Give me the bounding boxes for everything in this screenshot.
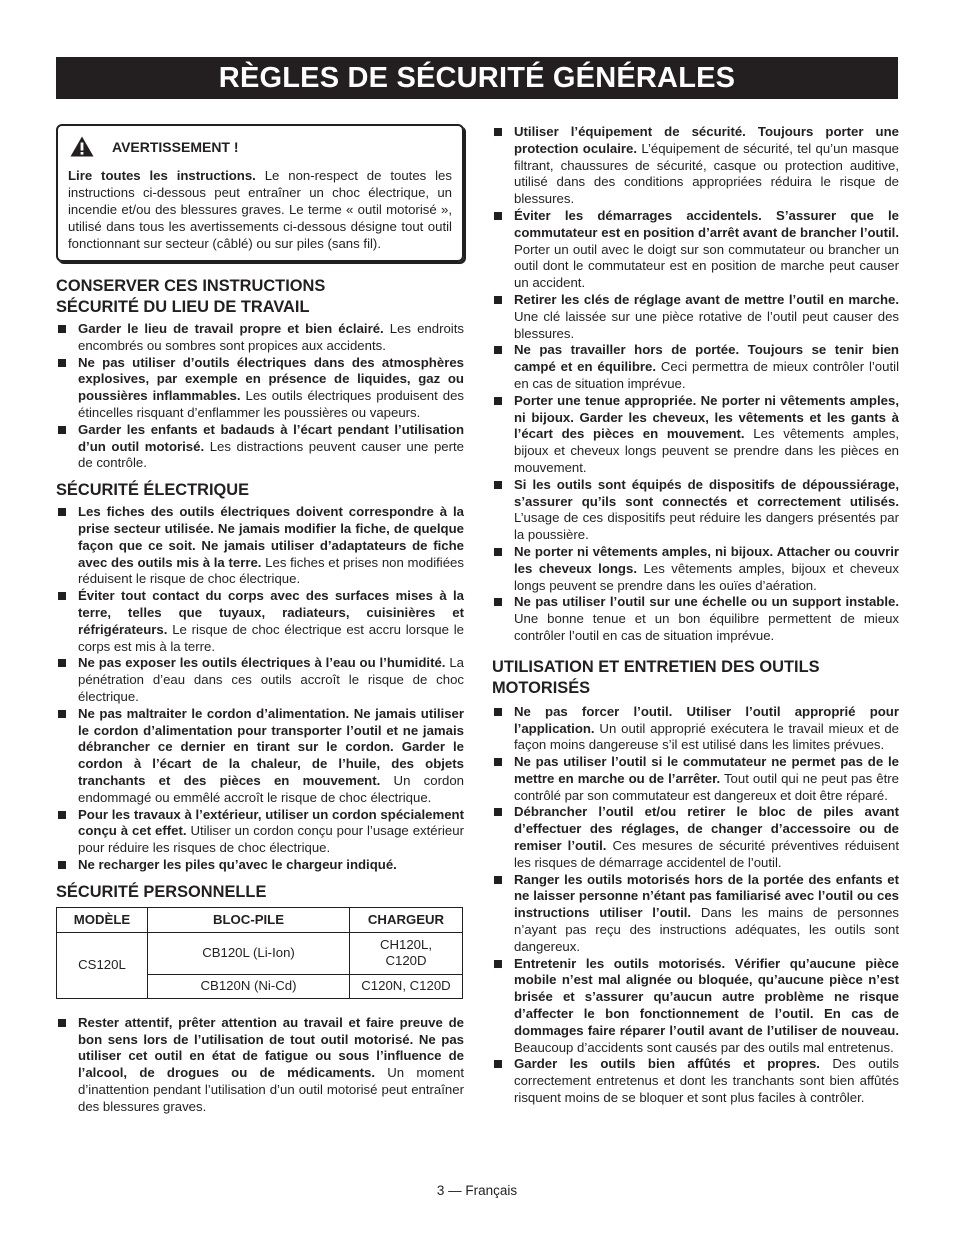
item-lead: Ranger les outils motorisés hors de la portée des enfants et ne laisser personne n’étant pas familiarisé avec l’outil ou ces instructions utiliser l’outil. xyxy=(514,871,899,921)
list-item xyxy=(56,422,464,472)
list-item xyxy=(492,872,899,956)
item-lead: Rester attentif, prêter attention au travail et faire preuve de bon sens lors de l’utilisation de tout outil motorisé. Ne pas utiliser cet outil en état de fatigue ou sous l’influence de l’alcool, de drogues ou de médicaments. xyxy=(78,1014,464,1081)
item-text: Les distractions peuvent causer une perte de contrôle. xyxy=(78,438,464,471)
bullet-square-icon xyxy=(494,708,502,716)
list-item xyxy=(492,544,899,594)
table-row xyxy=(57,932,463,974)
item-lead: Utiliser l’équipement de sécurité. Toujours porter une protection oculaire. xyxy=(514,124,899,156)
page-title-bar xyxy=(56,57,898,99)
bullet-square-icon xyxy=(58,426,66,434)
list-item xyxy=(492,477,899,544)
item-lead: Débrancher l’outil et/ou retirer le bloc de piles avant d’effectuer des réglages, de changer d’accessoire ou de remiser l’outil. xyxy=(514,804,899,854)
item-text: L’usage de ces dispositifs peut réduire les dangers présentés par la poussière. xyxy=(514,510,899,543)
item-lead: Éviter tout contact du corps avec des surfaces mises à la terre, telles que tuyaux, radiateurs, cuisinières et réfrigérateurs. xyxy=(78,588,464,637)
item-lead: Retirer les clés de réglage avant de mettre l’outil en marche. xyxy=(514,291,899,307)
list-item xyxy=(492,754,899,804)
bullet-square-icon xyxy=(58,1019,66,1027)
item-text: Les vêtements amples, bijoux et cheveux longs peuvent se prendre dans les pièces en mouvement. xyxy=(514,426,899,475)
item-lead: Ne pas travailler hors de portée. Toujours se tenir bien campé et en équilibre. xyxy=(514,342,899,375)
item-lead: Ne pas exposer les outils électriques à l’eau ou l’humidité. xyxy=(78,655,446,671)
item-text: Utiliser un cordon conçu pour l’usage extérieur pour réduire les risques de choc électrique. xyxy=(78,823,464,856)
bullet-square-icon xyxy=(494,598,502,606)
page-footer: 3 — Français xyxy=(436,1183,518,1198)
table-header-cell: MODÈLE xyxy=(57,907,148,932)
personnelle-list xyxy=(56,1015,464,1116)
bullet-square-icon xyxy=(58,508,66,516)
bullet-square-icon xyxy=(494,481,502,489)
left-column xyxy=(56,124,464,1123)
list-item xyxy=(56,321,464,355)
item-lead: Ne porter ni vêtements amples, ni bijoux. Attacher ou couvrir les cheveux longs. xyxy=(514,543,899,576)
table-header-cell: BLOC-PILE xyxy=(148,907,350,932)
bullet-square-icon xyxy=(494,808,502,816)
list-item xyxy=(492,804,899,871)
list-item xyxy=(56,588,464,655)
list-item xyxy=(492,342,899,392)
item-text: Beaucoup d’accidents sont causés par des outils mal entretenus. xyxy=(514,1039,894,1055)
bullet-square-icon xyxy=(494,758,502,766)
bullet-square-icon xyxy=(58,325,66,333)
warning-lead: Lire toutes les instructions. xyxy=(68,168,256,183)
list-item xyxy=(56,655,464,705)
table-cell-charger: CH120L, C120D xyxy=(350,932,463,974)
table-cell-pack: CB120N (Ni-Cd) xyxy=(148,974,350,998)
warning-box xyxy=(56,124,464,262)
item-lead: Si les outils sont équipés de dispositifs de dépoussiérage, s’assurer qu’ils sont connectés et correctement utilisés. xyxy=(514,476,899,509)
table-header-cell: CHARGEUR xyxy=(350,907,463,932)
bullet-square-icon xyxy=(58,861,66,869)
item-text: Un outil approprié exécutera le travail mieux et de façon moins dangereuse s’il est utilisé dans les limites prévues. xyxy=(514,720,899,753)
utilisation-list xyxy=(492,704,899,1107)
bullet-square-icon xyxy=(494,960,502,968)
list-item xyxy=(492,292,899,342)
item-lead: Porter une tenue appropriée. Ne porter ni vêtements amples, ni bijoux. Garder les cheveux, les vêtements et les gants à l’écart des pièces en mouvement. xyxy=(514,392,899,442)
heading-electrique: SÉCURITÉ ÉLECTRIQUE xyxy=(56,481,250,500)
table-cell-charger: C120N, C120D xyxy=(350,974,463,998)
item-lead: Les fiches des outils électriques doivent correspondre à la prise secteur utilisée. Ne jamais modifier la fiche, de quelque façon que ce soit. Ne jamais utiliser d’adaptateurs de fiche avec des outils mis à la terre. xyxy=(78,504,464,570)
bullet-square-icon xyxy=(494,296,502,304)
item-text: Dans les mains de personnes n’ayant pas reçu des instructions adéquates, les outils sont dangereux. xyxy=(514,905,899,954)
bullet-square-icon xyxy=(494,128,502,136)
heading-personnelle: SÉCURITÉ PERSONNELLE xyxy=(56,882,267,901)
section-lieu xyxy=(56,276,464,472)
list-item xyxy=(492,124,899,208)
section-personnelle xyxy=(56,882,464,1116)
item-text: Les vêtements amples, bijoux et cheveux longs peuvent se prendre dans les ouïes d’aération. xyxy=(514,560,899,593)
section-electrique xyxy=(56,480,464,874)
list-item xyxy=(492,1056,899,1106)
bullet-square-icon xyxy=(494,397,502,405)
personnelle-list-continued xyxy=(492,124,899,645)
item-lead: Ne pas utiliser d’outils électriques dans des atmosphères explosives, par exemple en présence de liquides, gaz ou poussières inflammables. xyxy=(78,354,464,404)
warning-title: AVERTISSEMENT ! xyxy=(112,138,239,155)
item-lead: Ne pas utiliser l’outil sur une échelle ou un support instable. xyxy=(514,594,899,610)
page-title: RÈGLES DE SÉCURITÉ GÉNÉRALES xyxy=(218,61,736,94)
bullet-square-icon xyxy=(58,659,66,667)
item-text: Une clé laissée sur une pièce rotative de l’outil peut causer des blessures. xyxy=(514,308,899,341)
heading-conserver: CONSERVER CES INSTRUCTIONS xyxy=(56,277,326,295)
bullet-square-icon xyxy=(58,811,66,819)
list-item xyxy=(56,706,464,807)
item-text: Le risque de choc électrique est accru lorsque le corps est mis à la terre. xyxy=(78,621,464,654)
list-item xyxy=(492,393,899,477)
item-lead: Entretenir les outils motorisés. Vérifier qu’aucune pièce mobile n’est mal alignée ou bloquée, qu’aucune pièce n’est brisée et s’assurer qu’aucun autre problème ne risque d’affecter le bon fonctionnement de l’outil. En cas de dommages faire réparer l’outil avant de l’utiliser de nouveau. xyxy=(514,955,899,1038)
heading-lieu-travail: SÉCURITÉ DU LIEU DE TRAVAIL xyxy=(56,298,310,316)
bullet-square-icon xyxy=(58,592,66,600)
item-lead: Ne pas utiliser l’outil si le commutateur ne permet pas de le mettre en marche ou de l’arrêter. xyxy=(514,754,899,786)
bullet-square-icon xyxy=(494,346,502,354)
battery-table xyxy=(56,907,463,999)
warning-triangle-icon xyxy=(70,136,94,157)
list-item xyxy=(56,355,464,422)
item-text: Ceci permettra de mieux contrôler l’outil en cas de situation imprévue. xyxy=(514,359,899,391)
item-text: L’équipement de sécurité, tel qu’un masque filtrant, chaussures de sécurité, casque ou protection auditive, utilisé dans des conditions appropriées réduira le risque de blessures. xyxy=(514,140,899,207)
item-text: Un cordon endommagé ou emmêlé accroît le risque de choc électrique. xyxy=(78,772,464,805)
warning-body: Le non-respect de toutes les instructions ci-dessous peut entraîner un choc électrique, un incendie et/ou des blessures graves. Le terme « outil motorisé », utilisé dans tous les avertissements ci-dessous désigne tout outil fonctionnant sur secteur (câblé) ou sur piles (sans fil). xyxy=(68,168,452,251)
item-text: Les outils électriques produisent des étincelles risquant d’enflammer les poussières ou vapeurs. xyxy=(78,388,464,420)
table-header-row xyxy=(57,907,463,932)
list-item xyxy=(492,594,899,644)
item-lead: Garder les enfants et badauds à l’écart pendant l’utilisation d’un outil motorisé. xyxy=(78,421,464,454)
table-cell-model: CS120L xyxy=(57,932,148,998)
item-text: Les fiches et prises non modifiées réduisent le risque de choc électrique. xyxy=(78,554,464,587)
heading-utilisation: UTILISATION ET ENTRETIEN DES OUTILS MOTORISÉS xyxy=(492,657,820,697)
warning-header xyxy=(70,136,452,157)
item-lead: Garder le lieu de travail propre et bien éclairé. xyxy=(78,321,384,336)
item-text: Les endroits encombrés ou sombres sont propices aux accidents. xyxy=(78,321,464,353)
item-text: Tout outil qui ne peut pas être contrôlé par son commutateur est dangereux et doit être réparé. xyxy=(514,770,899,803)
list-item xyxy=(56,1015,464,1116)
item-text: La pénétration d’eau dans ces outils accroît le risque de choc électrique. xyxy=(78,655,464,704)
bullet-square-icon xyxy=(494,212,502,220)
item-lead: Garder les outils bien affûtés et propres. xyxy=(514,1056,820,1072)
item-text: Porter un outil avec le doigt sur son commutateur ou brancher un outil dont le commutateur est en position de marche peut causer un accident. xyxy=(514,241,899,291)
item-text: Une bonne tenue et un bon équilibre permettent de mieux contrôler l’outil en cas de situation imprévue. xyxy=(514,611,899,643)
item-lead: Pour les travaux à l’extérieur, utiliser un cordon spécialement conçu à cet effet. xyxy=(78,806,464,839)
item-text: Des outils correctement entretenus et dont les tranchants sont bien affûtés risquent moins de se bloquer et sont plus faciles à contrôler. xyxy=(514,1056,899,1106)
item-lead: Ne pas maltraiter le cordon d’alimentation. Ne jamais utiliser le cordon d’alimentation pour transporter l’outil et ne jamais débrancher ce dernier en tirant sur le cordon. Garder le cordon à l’écart de la chaleur, de l’huile, des objets tranchants et des pièces en mouvement. xyxy=(78,705,464,788)
warning-text xyxy=(68,167,452,252)
right-column xyxy=(492,124,899,1107)
table-cell-pack: CB120L (Li-Ion) xyxy=(148,932,350,974)
list-item xyxy=(56,807,464,857)
lieu-list xyxy=(56,321,464,472)
bullet-square-icon xyxy=(494,876,502,884)
list-item xyxy=(492,704,899,754)
bullet-square-icon xyxy=(58,710,66,718)
list-item xyxy=(56,504,464,588)
item-text: Un moment d’inattention pendant l’utilisation d’un outil motorisé peut entraîner des blessures graves. xyxy=(78,1065,464,1114)
bullet-square-icon xyxy=(494,1060,502,1068)
list-item xyxy=(492,956,899,1057)
item-lead: Ne recharger les piles qu’avec le chargeur indiqué. xyxy=(78,856,397,872)
bullet-square-icon xyxy=(494,548,502,556)
list-item xyxy=(56,857,464,874)
item-lead: Ne pas forcer l’outil. Utiliser l’outil approprié pour l’application. xyxy=(514,703,899,736)
list-item xyxy=(492,208,899,292)
electrique-list xyxy=(56,504,464,874)
item-lead: Éviter les démarrages accidentels. S’assurer que le commutateur est en position d’arrêt avant de brancher l’outil. xyxy=(514,207,899,240)
bullet-square-icon xyxy=(58,359,66,367)
item-text: Ces mesures de sécurité préventives réduisent les risques de démarrage accidentel de l’outil. xyxy=(514,838,899,870)
